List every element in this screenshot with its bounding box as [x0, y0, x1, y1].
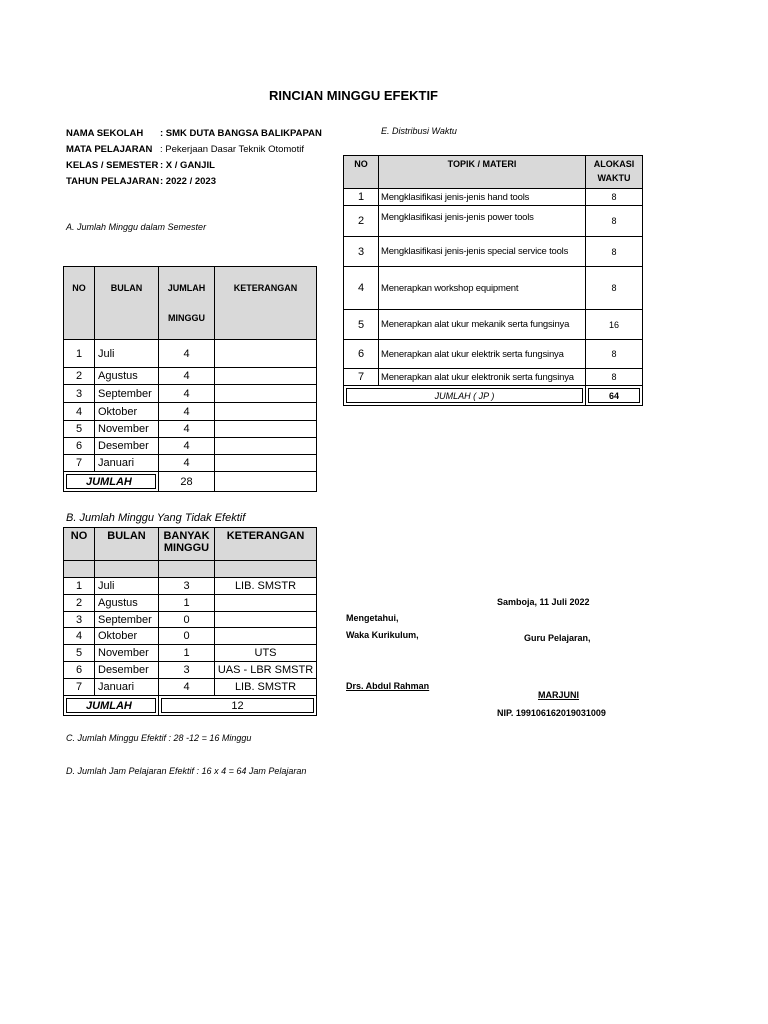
table-row — [64, 645, 317, 662]
table-row — [64, 438, 317, 455]
cell-minggu: 3 — [159, 662, 215, 679]
header-no — [64, 528, 95, 561]
cell-no: 5 — [64, 421, 95, 438]
table-row — [64, 455, 317, 472]
total-label-cell — [344, 386, 586, 406]
cell-topik: Menerapkan workshop equipment — [379, 267, 586, 310]
guru-name: MARJUNI — [538, 690, 580, 700]
cell-keterangan — [215, 403, 317, 421]
header-topik — [379, 156, 586, 189]
header-jumlah-label: JUMLAH — [167, 283, 206, 293]
cell-no: 7 — [344, 369, 379, 386]
cell-keterangan — [215, 438, 317, 455]
header-jumlah-minggu — [159, 267, 215, 340]
header-keterangan — [215, 267, 317, 340]
cell-bulan: Agustus — [95, 595, 159, 612]
guru-pelajaran-label: Guru Pelajaran, — [524, 633, 591, 643]
total-value: 28 — [159, 472, 215, 492]
mengetahui-label: Mengetahui, — [346, 613, 399, 623]
cell-topik: Menerapkan alat ukur mekanik serta fungsinya — [379, 310, 586, 340]
cell-bulan: September — [95, 385, 159, 403]
section-c-text: C. Jumlah Minggu Efektif : 28 -12 = 16 Minggu — [66, 733, 252, 743]
cell-minggu: 4 — [159, 438, 215, 455]
cell-minggu: 4 — [159, 403, 215, 421]
total-value: 64 — [608, 390, 619, 401]
cell-no: 6 — [64, 662, 95, 679]
table-row — [64, 578, 317, 595]
total-label-cell — [64, 696, 159, 716]
cell-minggu: 4 — [159, 368, 215, 385]
header-keterangan — [215, 528, 317, 561]
cell-no: 4 — [64, 628, 95, 645]
table-row — [344, 340, 643, 369]
header-no — [344, 156, 379, 189]
cell-bulan: Desember — [95, 662, 159, 679]
cell-minggu: 4 — [159, 455, 215, 472]
info-value: : X / GANJIL — [160, 160, 215, 171]
table-row — [64, 662, 317, 679]
waka-name: Drs. Abdul Rahman — [346, 681, 430, 691]
header-bulan — [95, 267, 159, 340]
cell-keterangan: LIB. SMSTR — [215, 679, 317, 696]
table-row — [344, 310, 643, 340]
cell-bulan: Januari — [95, 455, 159, 472]
cell-minggu: 0 — [159, 612, 215, 628]
table-row — [344, 369, 643, 386]
guru-nip: NIP. 199106162019031009 — [497, 708, 606, 718]
section-d-text: D. Jumlah Jam Pelajaran Efektif : 16 x 4 = 64 Jam Pelajaran — [66, 766, 307, 776]
cell-no: 4 — [64, 403, 95, 421]
cell-keterangan — [215, 385, 317, 403]
place-date: Samboja, 11 Juli 2022 — [497, 597, 590, 607]
school-info — [66, 126, 322, 190]
table-row — [64, 385, 317, 403]
cell-bulan: Juli — [95, 340, 159, 368]
header-banyak-label: BANYAK — [163, 530, 210, 542]
cell-alokasi: 8 — [586, 237, 643, 267]
cell-no: 2 — [64, 595, 95, 612]
table-row — [64, 628, 317, 645]
waka-kurikulum-label: Waka Kurikulum, — [346, 630, 419, 640]
cell-no: 5 — [344, 310, 379, 340]
cell-bulan: September — [95, 612, 159, 628]
info-row-subject — [66, 142, 322, 158]
info-label: KELAS / SEMESTER — [66, 160, 159, 171]
header-bulan — [95, 528, 159, 561]
cell-bulan: Oktober — [95, 628, 159, 645]
cell-no: 3 — [64, 612, 95, 628]
header-no-label: NO — [70, 530, 88, 542]
cell-minggu: 4 — [159, 679, 215, 696]
cell-no: 6 — [64, 438, 95, 455]
cell-keterangan — [215, 455, 317, 472]
cell-topik: Mengklasifikasi jenis-jenis special service tools — [379, 237, 586, 267]
total-value: 12 — [231, 699, 244, 712]
cell-minggu: 3 — [159, 578, 215, 595]
table-spacer-row — [64, 561, 317, 578]
header-bulan-label: BULAN — [110, 283, 143, 293]
header-no-label: NO — [354, 159, 368, 169]
table-header-row — [64, 528, 317, 561]
table-weeks-in-semester — [63, 266, 317, 492]
section-a-label: A. Jumlah Minggu dalam Semester — [66, 222, 207, 232]
cell-alokasi: 8 — [586, 206, 643, 237]
cell-bulan: Agustus — [95, 368, 159, 385]
table-header-row — [64, 267, 317, 340]
cell-keterangan — [215, 368, 317, 385]
info-value: : Pekerjaan Dasar Teknik Otomotif — [160, 144, 304, 155]
table-row — [64, 595, 317, 612]
header-alokasi-label: ALOKASI — [593, 159, 635, 169]
total-row — [344, 386, 643, 406]
total-label-cell — [64, 472, 159, 492]
header-keterangan-label: KETERANGAN — [226, 530, 305, 542]
table-row — [64, 368, 317, 385]
total-row — [64, 696, 317, 716]
cell-no: 6 — [344, 340, 379, 369]
cell-bulan: November — [95, 421, 159, 438]
total-label: JUMLAH — [86, 475, 132, 488]
info-value: : SMK DUTA BANGSA BALIKPAPAN — [160, 128, 322, 139]
table-row — [64, 612, 317, 628]
table-row — [344, 237, 643, 267]
cell-keterangan — [215, 421, 317, 438]
total-value-cell — [159, 696, 317, 716]
page-title: RINCIAN MINGGU EFEKTIF — [269, 88, 438, 103]
table-row — [64, 679, 317, 696]
header-no — [64, 267, 95, 340]
cell-no: 5 — [64, 645, 95, 662]
info-label: NAMA SEKOLAH — [66, 128, 144, 139]
cell-minggu: 4 — [159, 385, 215, 403]
section-e-label: E. Distribusi Waktu — [381, 126, 457, 136]
total-keterangan — [215, 472, 317, 492]
table-row — [64, 421, 317, 438]
info-row-year — [66, 174, 322, 190]
header-minggu-label: MINGGU — [168, 313, 205, 323]
header-bulan-label: BULAN — [107, 530, 146, 542]
cell-minggu: 1 — [159, 645, 215, 662]
header-waktu-label: WAKTU — [597, 173, 631, 183]
table-non-effective-weeks — [63, 527, 317, 716]
header-minggu-label: MINGGU — [163, 542, 210, 554]
cell-no: 3 — [64, 385, 95, 403]
cell-topik: Menerapkan alat ukur elektrik serta fungsinya — [379, 340, 586, 369]
header-alokasi — [586, 156, 643, 189]
table-row — [344, 189, 643, 206]
cell-keterangan — [215, 628, 317, 645]
cell-no: 1 — [64, 578, 95, 595]
table-time-distribution — [343, 155, 643, 406]
cell-alokasi: 8 — [586, 369, 643, 386]
cell-keterangan: LIB. SMSTR — [215, 578, 317, 595]
total-row — [64, 472, 317, 492]
cell-no: 1 — [344, 189, 379, 206]
cell-minggu: 4 — [159, 340, 215, 368]
cell-no: 7 — [64, 455, 95, 472]
cell-bulan: Juli — [95, 578, 159, 595]
table-row — [344, 206, 643, 237]
header-no-label: NO — [72, 283, 86, 293]
cell-minggu: 0 — [159, 628, 215, 645]
cell-alokasi: 8 — [586, 189, 643, 206]
total-label: JUMLAH — [86, 699, 132, 712]
cell-topik: Menerapkan alat ukur elektronik serta fungsinya — [379, 369, 586, 386]
info-value: : 2022 / 2023 — [160, 176, 216, 187]
table-row — [64, 403, 317, 421]
section-b-label: B. Jumlah Minggu Yang Tidak Efektif — [66, 512, 246, 524]
cell-no: 2 — [64, 368, 95, 385]
cell-alokasi: 8 — [586, 340, 643, 369]
cell-bulan: Oktober — [95, 403, 159, 421]
cell-keterangan — [215, 595, 317, 612]
cell-no: 7 — [64, 679, 95, 696]
header-topik-label: TOPIK / MATERI — [447, 159, 517, 169]
info-label: MATA PELAJARAN — [66, 144, 153, 155]
table-row — [64, 340, 317, 368]
cell-minggu: 1 — [159, 595, 215, 612]
cell-no: 4 — [344, 267, 379, 310]
cell-keterangan: UTS — [215, 645, 317, 662]
cell-bulan: Januari — [95, 679, 159, 696]
table-row — [344, 267, 643, 310]
header-keterangan-label: KETERANGAN — [233, 283, 298, 293]
cell-bulan: November — [95, 645, 159, 662]
cell-keterangan — [215, 340, 317, 368]
info-row-school — [66, 126, 322, 142]
info-label: TAHUN PELAJARAN — [66, 176, 160, 187]
table-header-row — [344, 156, 643, 189]
cell-alokasi: 16 — [586, 310, 643, 340]
cell-alokasi: 8 — [586, 267, 643, 310]
header-banyak-minggu — [159, 528, 215, 561]
cell-minggu: 4 — [159, 421, 215, 438]
cell-topik: Mengklasifikasi jenis-jenis power tools — [379, 206, 586, 237]
cell-keterangan — [215, 612, 317, 628]
cell-topik: Mengklasifikasi jenis-jenis hand tools — [379, 189, 586, 206]
cell-bulan: Desember — [95, 438, 159, 455]
cell-no: 3 — [344, 237, 379, 267]
cell-keterangan: UAS - LBR SMSTR — [215, 662, 317, 679]
total-value-cell — [586, 386, 643, 406]
info-row-class — [66, 158, 322, 174]
cell-no: 2 — [344, 206, 379, 237]
total-label: JUMLAH ( JP ) — [434, 390, 495, 401]
cell-no: 1 — [64, 340, 95, 368]
